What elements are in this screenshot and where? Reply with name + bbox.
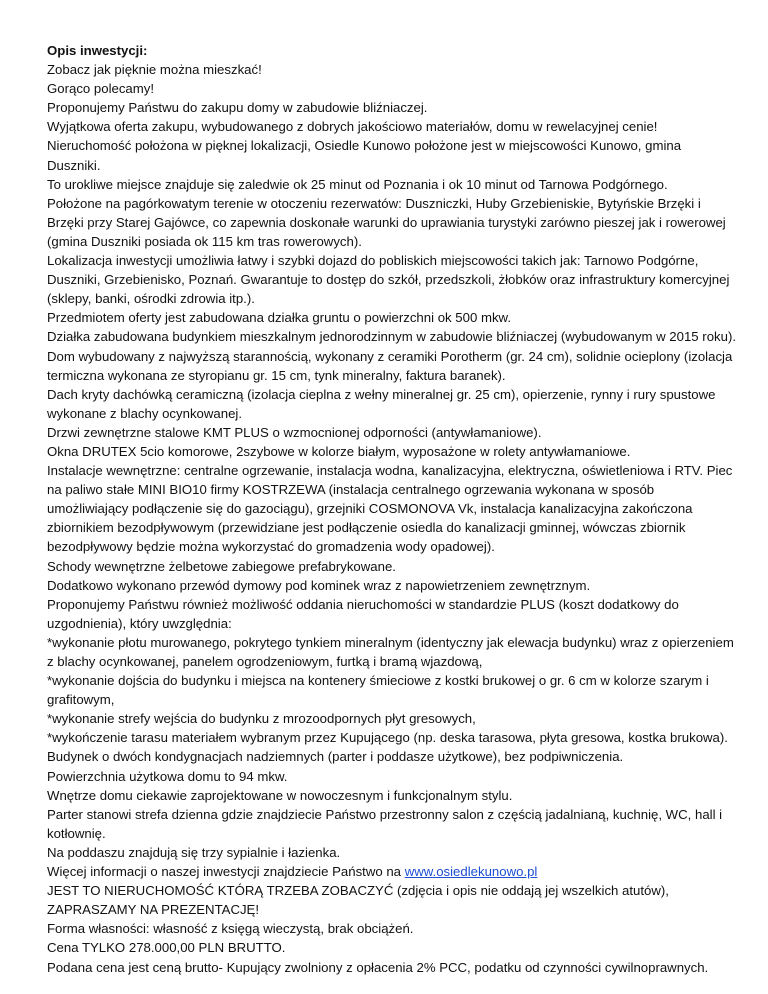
paragraph-construction: Dom wybudowany z najwyższą starannością, wykonany z ceramiki Porotherm (gr. 24 cm), solidnie ocieplony (izolacja termiczna wykonana ze styropianu gr. 15 cm, tynk mineralny, faktura baranek).	[47, 348, 733, 383]
paragraph-storeys: Budynek o dwóch kondygnacjach nadziemnych (parter i poddasze użytkowe), bez podpiwniczenia.	[47, 749, 624, 765]
section-heading: Opis inwestycji:	[47, 43, 148, 58]
paragraph-unique-offer: Wyjątkowa oferta zakupu, wybudowanego z dobrych jakościowo materiałów, domu w rewelacyjnej cenie!	[47, 119, 658, 135]
website-link[interactable]: www.osiedlekunowo.pl	[404, 864, 538, 880]
paragraph-installations: Instalacje wewnętrzne: centralne ogrzewanie, instalacja wodna, kanalizacyjna, elektryczna, oświetleniowa i RTV. Piec na paliwo stałe MINI BIO10 firmy KOSTRZEWA (instalacja centralnego ogrzewania wykonana w sposób umożliwiający podłączenie się do gazociągu), grzejniki COSMONOVA Vk, instalacja kanalizacyjna zakończona zbiornikiem bezodpływowym (przewidziane jest podłączenie osiedla do kanalizacji gminnej, wówczas zbiornik bezodpływowy będzie można wykorzystać do gromadzenia wody opadowej).	[47, 463, 733, 555]
paragraph-chimney: Dodatkowo wykonano przewód dymowy pod kominek wraz z napowietrzeniem zewnętrznym.	[47, 577, 591, 593]
paragraph-price-note: Podana cena jest ceną brutto- Kupujący zwolniony z opłacenia 2% PCC, podatku od czynności cywilnoprawnych.	[47, 959, 709, 975]
document-body	[47, 41, 737, 977]
paragraph-windows: Okna DRUTEX 5cio komorowe, 2szybowe w kolorze białym, wyposażone w rolety antywłamaniowe.	[47, 443, 631, 459]
paragraph-interior: Wnętrze domu ciekawie zaprojektowane w nowoczesnym i funkcjonalnym stylu.	[47, 787, 513, 803]
list-item-terrace: *wykończenie tarasu materiałem wybranym przez Kupującego (np. deska tarasowa, płyta gresowa, kostka brukowa).	[47, 730, 728, 746]
paragraph-recommend: Gorąco polecamy!	[47, 81, 155, 97]
paragraph-doors: Drzwi zewnętrzne stalowe KMT PLUS o wzmocnionej odporności (antywłamaniowe).	[47, 424, 542, 440]
paragraph-distance: To urokliwe miejsce znajduje się zaledwie ok 25 minut od Poznania i ok 10 minut od Tarnowa Podgórnego.	[47, 176, 668, 192]
list-item-fence: *wykonanie płotu murowanego, pokrytego tynkiem mineralnym (identyczny jak elewacja budynku) wraz z opierzeniem z blachy ocynkowanej, panelem ogrodzeniowym, furtką i bramą wjazdową,	[47, 634, 734, 669]
paragraph-must-see: JEST TO NIERUCHOMOŚĆ KTÓRĄ TRZEBA ZOBACZYĆ (zdjęcia i opis nie oddają jej wszelkich atutów), ZAPRASZAMY NA PREZENTACJĘ!	[47, 883, 669, 918]
paragraph-location: Nieruchomość położona w pięknej lokalizacji, Osiedle Kunowo położone jest w miejscowości Kunowo, gmina Duszniki.	[47, 138, 682, 173]
paragraph-roof: Dach kryty dachówką ceramiczną (izolacja cieplna z wełny mineralnej gr. 25 cm), opierzenie, rynny i rury spustowe wykonane z blachy ocynkowanej.	[47, 386, 716, 421]
paragraph-offer: Proponujemy Państwu do zakupu domy w zabudowie bliźniaczej.	[47, 100, 428, 116]
paragraph-ground-floor: Parter stanowi strefa dzienna gdzie znajdziecie Państwo przestronny salon z częścią jadalnianą, kuchnię, WC, hall i kotłownię.	[47, 806, 723, 841]
paragraph-stairs: Schody wewnętrzne żelbetowe zabiegowe prefabrykowane.	[47, 558, 396, 574]
paragraph-area: Powierzchnia użytkowa domu to 94 mkw.	[47, 768, 288, 784]
list-item-entrance: *wykonanie strefy wejścia do budynku z mrozoodpornych płyt gresowych,	[47, 711, 476, 727]
paragraph-price: Cena TYLKO 278.000,00 PLN BRUTTO.	[47, 940, 286, 956]
paragraph-intro: Zobacz jak pięknie można mieszkać!	[47, 62, 262, 78]
more-info-text: Więcej informacji o naszej inwestycji znajdziecie Państwo na	[47, 864, 405, 880]
paragraph-terrain: Położone na pagórkowatym terenie w otoczeniu rezerwatów: Duszniczki, Huby Grzebieniskie, Bytyńskie Brzęki i Brzęki przy Starej Gajówce, co zapewnia doskonałe warunki do uprawiania turystyki zarówno pieszej jak i rowerowej (gmina Duszniki posiada ok 115 km tras rowerowych).	[47, 195, 726, 249]
paragraph-plus-standard: Proponujemy Państwu również możliwość oddania nieruchomości w standardzie PLUS (koszt dodatkowy do uzgodnienia), który uwzględnia:	[47, 596, 679, 631]
paragraph-access: Lokalizacja inwestycji umożliwia łatwy i szybki dojazd do pobliskich miejscowości takich jak: Tarnowo Podgórne, Duszniki, Grzebienisko, Poznań. Gwarantuje to dostęp do szkół, przedszkoli, żłobków oraz infrastruktury komercyjnej (sklepy, banki, ośrodki zdrowia itp.).	[47, 253, 730, 307]
paragraph-attic: Na poddaszu znajdują się trzy sypialnie i łazienka.	[47, 844, 341, 860]
paragraph-more-info	[47, 862, 737, 881]
paragraph-plot: Przedmiotem oferty jest zabudowana działka gruntu o powierzchni ok 500 mkw.	[47, 310, 511, 326]
paragraph-building: Działka zabudowana budynkiem mieszkalnym jednorodzinnym w zabudowie bliźniaczej (wybudowanym w 2015 roku).	[47, 329, 737, 345]
paragraph-ownership: Forma własności: własność z księgą wieczystą, brak obciążeń.	[47, 921, 414, 937]
list-item-path: *wykonanie dojścia do budynku i miejsca na kontenery śmieciowe z kostki brukowej o gr. 6 cm w kolorze szarym i grafitowym,	[47, 673, 709, 708]
